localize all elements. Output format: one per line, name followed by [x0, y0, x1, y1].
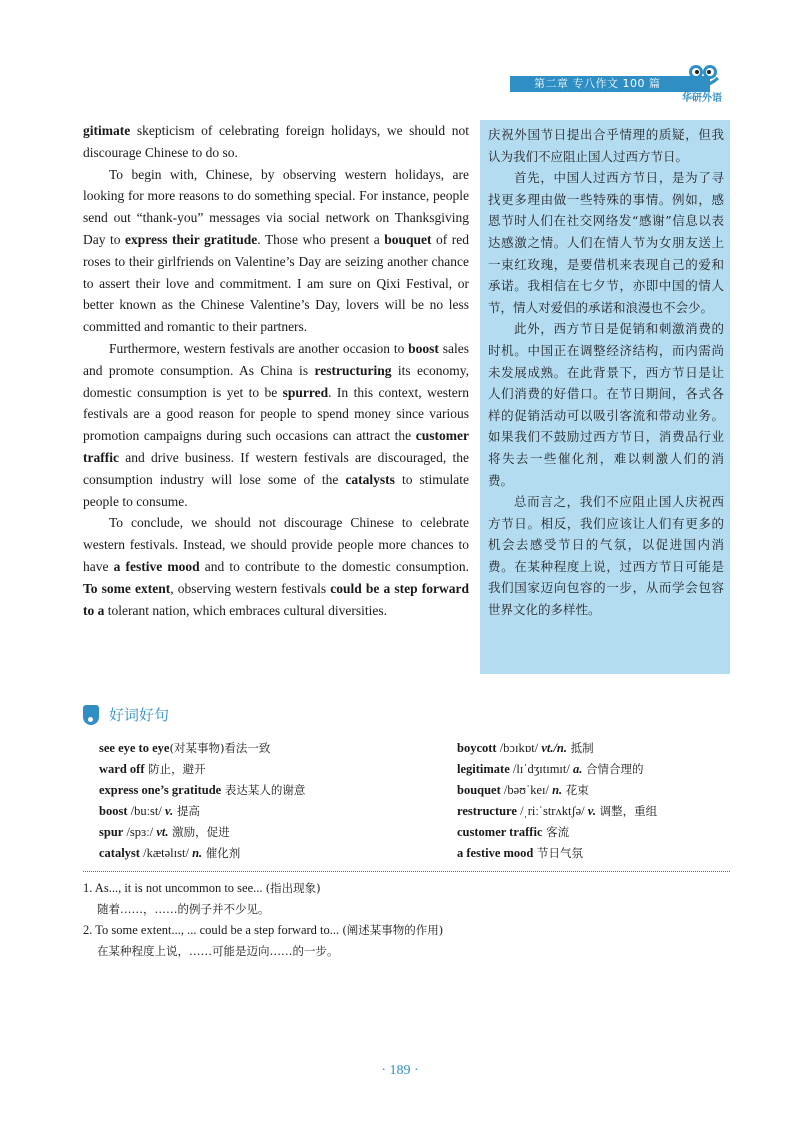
chinese-paragraph-3: 此外，西方节日是促销和刺激消费的时机。中国正在调整经济结构，而内需尚未发展成熟。在此背景下，西方节日是让人们消费的好借口。在节日期间，各式各样的促销活动可以吸引客流和带动业务。如果我们不鼓励过西方节日，消费品行业将失去一些催化剂，难以刺激人们的消费。	[488, 321, 724, 488]
vocab-phonetic: /lɪˈdʒɪtɪmɪt/	[509, 762, 573, 776]
bold-phrase: To some extent	[83, 580, 171, 596]
vocab-item	[457, 822, 739, 843]
sentence-pattern	[83, 920, 733, 941]
vocab-term: bouquet	[457, 783, 501, 797]
bold-phrase: boost	[408, 340, 439, 356]
sentence-english: 1. As..., it is not uncommon to see...	[83, 881, 266, 895]
vocab-meaning: 催化剂	[202, 846, 241, 860]
text-run: . Those who present a	[257, 231, 385, 247]
bold-phrase: express their gratitude	[125, 231, 258, 247]
vocab-meaning: 花束	[562, 783, 589, 797]
english-paragraph-1	[83, 120, 469, 164]
text-run: skepticism of celebrating foreign holidays, we should not discourage Chinese to do so.	[83, 123, 469, 160]
vocab-item	[457, 843, 739, 864]
vocab-phonetic: /buːst/	[127, 804, 165, 818]
text-run: To begin with, Chinese, by observing western holidays, are looking for more reasons to do something special. For instance, people send out “thank-you” messages via social network on Thanksgiving Day to	[83, 166, 469, 247]
english-paragraph-2	[83, 164, 469, 338]
pen-badge-icon	[83, 705, 99, 725]
vocab-pos: v.	[165, 804, 174, 818]
vocab-phonetic: /bɔɪkɒt/	[496, 741, 542, 755]
section-title	[83, 704, 169, 725]
text-run: of red roses to their girlfriends on Valentine’s Day are seizing another chance to assert their love and commitment. I am sure on Qixi Festival, or better known as the Chinese Valentine’s Day, lovers will be no less committed and romantic to their partners.	[83, 231, 470, 335]
vocab-pos: a.	[572, 762, 583, 776]
vocab-meaning: (对某事物)看法一致	[169, 741, 271, 755]
vocab-pos: n.	[552, 783, 563, 797]
text-run: sales and promote consumption. As China is	[83, 340, 469, 378]
sentence-english: 2. To some extent..., ... could be a step forward to...	[83, 923, 343, 937]
text-run: Furthermore, western festivals are another occasion to	[109, 340, 409, 356]
chinese-paragraph-2: 首先，中国人过西方节日，是为了寻找更多理由做一些特殊的事情。例如，感恩节时人们在社交网络发“感谢”信息以表达感激之情。人们在情人节为女朋友送上一束红玫瑰，是要借机来表现自己的爱和承诺。我相信在七夕节，亦即中国的情人节，情人对爱侣的承诺和浪漫也不会少。	[488, 170, 724, 315]
vocab-item	[99, 780, 457, 801]
text-run: to stimulate people to consume.	[83, 471, 469, 509]
vocab-term: boost	[99, 804, 128, 818]
vocab-term: express one’s gratitude	[99, 783, 222, 797]
vocab-item	[99, 801, 457, 822]
vocab-pos: vt./n.	[541, 741, 568, 755]
vocab-meaning: 调整，重组	[595, 804, 658, 818]
vocab-item	[99, 843, 457, 864]
page-number: · 189 ·	[381, 1063, 419, 1078]
vocab-meaning: 合情合理的	[582, 762, 644, 776]
english-paragraph-4	[83, 512, 469, 621]
vocab-term: a festive mood	[457, 846, 534, 860]
vocab-item	[457, 738, 739, 759]
text-run: and drive business. If western festivals are discouraged, the consumption industry will lose some of the	[83, 449, 469, 487]
chinese-translation-box	[480, 120, 730, 674]
chapter-title: 第二章 专八作文 100 篇	[534, 77, 661, 90]
publisher-logo	[676, 58, 728, 104]
bold-phrase: spurred	[282, 384, 329, 400]
vocab-term: legitimate	[457, 762, 510, 776]
vocab-item	[99, 738, 457, 759]
vocab-item	[99, 822, 457, 843]
vocab-term: see eye to eye	[99, 741, 170, 755]
vocab-phonetic: /kætəlɪst/	[139, 846, 193, 860]
vocab-phonetic: /spɜː/	[123, 825, 157, 839]
chinese-paragraph-4: 总而言之，我们不应阻止国人庆祝西方节日。相反，我们应该让人们有更多的机会去感受节日的气氛，以促进国内消费。在某种程度上说，过西方节日可能是我们国家迈向包容的一步，从而学会包容世界文化的多样性。	[488, 494, 724, 618]
vocab-meaning: 提高	[173, 804, 200, 818]
sentence-pattern	[83, 878, 733, 899]
vocab-term: boycott	[457, 741, 497, 755]
bold-phrase: a festive mood	[113, 558, 200, 574]
text-run: its economy, domestic consumption is yet to be	[83, 362, 469, 400]
sentence-note: (指出现象)	[265, 881, 321, 895]
text-run: , observing western festivals	[170, 580, 331, 596]
dotted-divider	[83, 871, 730, 872]
vocabulary-list	[99, 738, 739, 864]
vocab-meaning: 客流	[542, 825, 570, 839]
vocab-meaning: 防止，避开	[144, 762, 206, 776]
text-run: . In this context, western festivals are a good reason for people to spend money since various promotion campaigns during such occasions can attract the	[83, 384, 469, 444]
vocab-phonetic: /ˌriːˈstrʌktʃə/	[516, 804, 588, 818]
vocab-item	[99, 759, 457, 780]
text-run: and to contribute to the domestic consumption.	[199, 558, 470, 574]
logo-text: 华研外语	[682, 93, 722, 104]
vocab-meaning: 激励，促进	[168, 825, 230, 839]
vocab-term: customer traffic	[457, 825, 543, 839]
vocab-term: catalyst	[99, 846, 140, 860]
english-essay	[83, 120, 469, 621]
vocab-term: restructure	[457, 804, 517, 818]
bold-phrase: bouquet	[384, 231, 432, 247]
vocab-pos: n.	[192, 846, 203, 860]
sentence-note: (阐述某事物的作用)	[342, 923, 444, 937]
vocab-phonetic: /bəʊˈkeɪ/	[500, 783, 553, 797]
bold-phrase: customer traffic	[83, 428, 469, 465]
text-run: tolerant nation, which embraces cultural diversities.	[104, 602, 388, 618]
vocab-item	[457, 759, 739, 780]
vocab-meaning: 抵制	[567, 741, 594, 755]
chinese-paragraph-1: 庆祝外国节日提出合乎情理的质疑，但我认为我们不应阻止国人过西方节日。	[488, 127, 724, 164]
bold-phrase: restructuring	[314, 362, 392, 378]
vocab-term: spur	[99, 825, 124, 839]
vocab-item	[457, 780, 739, 801]
bold-phrase: could be a step forward to a	[83, 580, 470, 618]
vocab-term: ward off	[99, 762, 145, 776]
sentence-patterns	[83, 878, 733, 962]
bold-phrase: catalysts	[345, 471, 395, 487]
bold-phrase: gitimate	[83, 123, 131, 138]
sentence-translation: 随着……，……的例子并不少见。	[97, 902, 270, 916]
vocab-meaning: 节日气氛	[533, 846, 584, 860]
sentence-translation: 在某种程度上说，……可能是迈向……的一步。	[97, 944, 339, 958]
vocab-pos: vt.	[156, 825, 169, 839]
vocab-pos: v.	[587, 804, 596, 818]
vocab-item	[457, 801, 739, 822]
section-title-label: 好词好句	[109, 706, 170, 724]
vocab-meaning: 表达某人的谢意	[221, 783, 306, 797]
text-run: To conclude, we should not discourage Chinese to celebrate western festivals. Instead, we should provide people more chances to have	[83, 515, 469, 574]
english-paragraph-3	[83, 338, 469, 512]
